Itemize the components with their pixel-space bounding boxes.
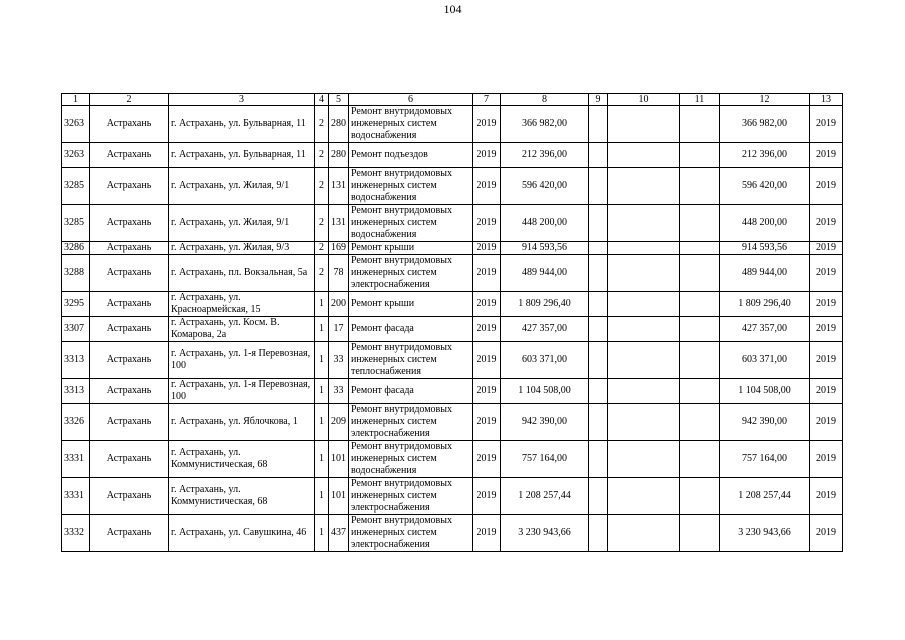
end-year-cell: 2019 (810, 292, 843, 317)
work-type-cell: Ремонт крыши (349, 292, 473, 317)
col11-cell (680, 515, 720, 552)
end-year-cell: 2019 (810, 478, 843, 515)
end-year-cell: 2019 (810, 317, 843, 342)
record-id-cell: 3285 (62, 168, 90, 205)
record-id-cell: 3285 (62, 205, 90, 242)
col5-cell: 280 (329, 143, 349, 168)
record-id-cell: 3332 (62, 515, 90, 552)
table-row (62, 255, 843, 292)
registry-table (61, 93, 843, 552)
col10-cell (608, 168, 680, 205)
table-row (62, 379, 843, 404)
year-cell: 2019 (473, 515, 501, 552)
work-type-cell: Ремонт внутридомовых инженерных систем электроснабжения (349, 255, 473, 292)
col11-cell (680, 342, 720, 379)
col10-cell (608, 292, 680, 317)
col4-cell: 1 (315, 342, 329, 379)
total-cost-cell: 603 371,00 (720, 342, 810, 379)
col9-cell (589, 168, 608, 205)
work-type-cell: Ремонт внутридомовых инженерных систем электроснабжения (349, 478, 473, 515)
municipality-cell: Астрахань (90, 441, 169, 478)
end-year-cell: 2019 (810, 106, 843, 143)
year-cell: 2019 (473, 317, 501, 342)
total-cost-cell: 212 396,00 (720, 143, 810, 168)
total-cost-cell: 448 200,00 (720, 205, 810, 242)
municipality-cell: Астрахань (90, 242, 169, 255)
address-cell: г. Астрахань, ул. Яблочкова, 1 (169, 404, 315, 441)
column-header: 12 (720, 94, 810, 106)
table-row (62, 292, 843, 317)
end-year-cell: 2019 (810, 404, 843, 441)
col10-cell (608, 255, 680, 292)
col4-cell: 2 (315, 168, 329, 205)
end-year-cell: 2019 (810, 515, 843, 552)
year-cell: 2019 (473, 143, 501, 168)
table-row (62, 515, 843, 552)
record-id-cell: 3313 (62, 342, 90, 379)
column-header: 1 (62, 94, 90, 106)
work-type-cell: Ремонт внутридомовых инженерных систем электроснабжения (349, 404, 473, 441)
table-row (62, 404, 843, 441)
col11-cell (680, 205, 720, 242)
col11-cell (680, 478, 720, 515)
cost-cell: 757 164,00 (501, 441, 589, 478)
municipality-cell: Астрахань (90, 478, 169, 515)
municipality-cell: Астрахань (90, 379, 169, 404)
work-type-cell: Ремонт фасада (349, 379, 473, 404)
col10-cell (608, 342, 680, 379)
col4-cell: 1 (315, 317, 329, 342)
address-cell: г. Астрахань, ул. Коммунистическая, 68 (169, 441, 315, 478)
col9-cell (589, 478, 608, 515)
cost-cell: 427 357,00 (501, 317, 589, 342)
col9-cell (589, 143, 608, 168)
col9-cell (589, 242, 608, 255)
column-header: 4 (315, 94, 329, 106)
total-cost-cell: 942 390,00 (720, 404, 810, 441)
col5-cell: 17 (329, 317, 349, 342)
table-row (62, 478, 843, 515)
col4-cell: 2 (315, 205, 329, 242)
column-header: 7 (473, 94, 501, 106)
record-id-cell: 3263 (62, 106, 90, 143)
column-header: 2 (90, 94, 169, 106)
col9-cell (589, 255, 608, 292)
col10-cell (608, 441, 680, 478)
cost-cell: 212 396,00 (501, 143, 589, 168)
col9-cell (589, 342, 608, 379)
municipality-cell: Астрахань (90, 404, 169, 441)
col4-cell: 1 (315, 379, 329, 404)
record-id-cell: 3288 (62, 255, 90, 292)
col5-cell: 209 (329, 404, 349, 441)
col5-cell: 280 (329, 106, 349, 143)
column-header: 13 (810, 94, 843, 106)
table-row (62, 441, 843, 478)
total-cost-cell: 1 208 257,44 (720, 478, 810, 515)
cost-cell: 1 809 296,40 (501, 292, 589, 317)
end-year-cell: 2019 (810, 168, 843, 205)
end-year-cell: 2019 (810, 379, 843, 404)
address-cell: г. Астрахань, ул. Косм. В. Комарова, 2а (169, 317, 315, 342)
col10-cell (608, 242, 680, 255)
header-row (62, 94, 843, 106)
total-cost-cell: 427 357,00 (720, 317, 810, 342)
municipality-cell: Астрахань (90, 317, 169, 342)
municipality-cell: Астрахань (90, 106, 169, 143)
total-cost-cell: 1 104 508,00 (720, 379, 810, 404)
table-row (62, 106, 843, 143)
col5-cell: 200 (329, 292, 349, 317)
record-id-cell: 3307 (62, 317, 90, 342)
column-header: 6 (349, 94, 473, 106)
year-cell: 2019 (473, 205, 501, 242)
municipality-cell: Астрахань (90, 292, 169, 317)
work-type-cell: Ремонт фасада (349, 317, 473, 342)
column-header: 3 (169, 94, 315, 106)
municipality-cell: Астрахань (90, 342, 169, 379)
cost-cell: 3 230 943,66 (501, 515, 589, 552)
col11-cell (680, 143, 720, 168)
address-cell: г. Астрахань, ул. Савушкина, 46 (169, 515, 315, 552)
column-header: 8 (501, 94, 589, 106)
col4-cell: 1 (315, 441, 329, 478)
table-row (62, 168, 843, 205)
col10-cell (608, 317, 680, 342)
address-cell: г. Астрахань, ул. Красноармейская, 15 (169, 292, 315, 317)
col5-cell: 33 (329, 379, 349, 404)
col9-cell (589, 404, 608, 441)
cost-cell: 1 208 257,44 (501, 478, 589, 515)
col11-cell (680, 441, 720, 478)
col11-cell (680, 292, 720, 317)
total-cost-cell: 489 944,00 (720, 255, 810, 292)
col11-cell (680, 106, 720, 143)
address-cell: г. Астрахань, ул. Бульварная, 11 (169, 143, 315, 168)
col10-cell (608, 515, 680, 552)
col5-cell: 131 (329, 205, 349, 242)
col9-cell (589, 515, 608, 552)
cost-cell: 596 420,00 (501, 168, 589, 205)
col9-cell (589, 379, 608, 404)
municipality-cell: Астрахань (90, 143, 169, 168)
end-year-cell: 2019 (810, 205, 843, 242)
col4-cell: 1 (315, 478, 329, 515)
col4-cell: 2 (315, 255, 329, 292)
col5-cell: 131 (329, 168, 349, 205)
col5-cell: 101 (329, 441, 349, 478)
total-cost-cell: 1 809 296,40 (720, 292, 810, 317)
col4-cell: 2 (315, 143, 329, 168)
work-type-cell: Ремонт внутридомовых инженерных систем водоснабжения (349, 168, 473, 205)
record-id-cell: 3286 (62, 242, 90, 255)
col5-cell: 78 (329, 255, 349, 292)
col9-cell (589, 106, 608, 143)
total-cost-cell: 596 420,00 (720, 168, 810, 205)
year-cell: 2019 (473, 478, 501, 515)
col9-cell (589, 205, 608, 242)
total-cost-cell: 3 230 943,66 (720, 515, 810, 552)
col10-cell (608, 106, 680, 143)
work-type-cell: Ремонт внутридомовых инженерных систем электроснабжения (349, 515, 473, 552)
record-id-cell: 3331 (62, 478, 90, 515)
year-cell: 2019 (473, 242, 501, 255)
address-cell: г. Астрахань, ул. Коммунистическая, 68 (169, 478, 315, 515)
year-cell: 2019 (473, 342, 501, 379)
cost-cell: 914 593,56 (501, 242, 589, 255)
col10-cell (608, 205, 680, 242)
end-year-cell: 2019 (810, 143, 843, 168)
work-type-cell: Ремонт внутридомовых инженерных систем теплоснабжения (349, 342, 473, 379)
year-cell: 2019 (473, 292, 501, 317)
col4-cell: 2 (315, 106, 329, 143)
col10-cell (608, 478, 680, 515)
address-cell: г. Астрахань, ул. Жилая, 9/3 (169, 242, 315, 255)
record-id-cell: 3313 (62, 379, 90, 404)
col11-cell (680, 317, 720, 342)
col11-cell (680, 379, 720, 404)
col11-cell (680, 404, 720, 441)
municipality-cell: Астрахань (90, 168, 169, 205)
col9-cell (589, 292, 608, 317)
table-row (62, 143, 843, 168)
cost-cell: 489 944,00 (501, 255, 589, 292)
col9-cell (589, 441, 608, 478)
col4-cell: 2 (315, 242, 329, 255)
record-id-cell: 3295 (62, 292, 90, 317)
column-header: 5 (329, 94, 349, 106)
year-cell: 2019 (473, 404, 501, 441)
municipality-cell: Астрахань (90, 515, 169, 552)
col5-cell: 33 (329, 342, 349, 379)
address-cell: г. Астрахань, ул. Жилая, 9/1 (169, 168, 315, 205)
municipality-cell: Астрахань (90, 205, 169, 242)
record-id-cell: 3326 (62, 404, 90, 441)
col10-cell (608, 379, 680, 404)
record-id-cell: 3263 (62, 143, 90, 168)
cost-cell: 603 371,00 (501, 342, 589, 379)
col9-cell (589, 317, 608, 342)
year-cell: 2019 (473, 106, 501, 143)
col5-cell: 101 (329, 478, 349, 515)
table-row (62, 317, 843, 342)
work-type-cell: Ремонт внутридомовых инженерных систем водоснабжения (349, 106, 473, 143)
address-cell: г. Астрахань, ул. 1-я Перевозная, 100 (169, 342, 315, 379)
cost-cell: 448 200,00 (501, 205, 589, 242)
col10-cell (608, 143, 680, 168)
total-cost-cell: 757 164,00 (720, 441, 810, 478)
col4-cell: 1 (315, 292, 329, 317)
work-type-cell: Ремонт внутридомовых инженерных систем водоснабжения (349, 205, 473, 242)
address-cell: г. Астрахань, ул. Жилая, 9/1 (169, 205, 315, 242)
column-header: 9 (589, 94, 608, 106)
year-cell: 2019 (473, 255, 501, 292)
record-id-cell: 3331 (62, 441, 90, 478)
table-row (62, 205, 843, 242)
col5-cell: 437 (329, 515, 349, 552)
municipality-cell: Астрахань (90, 255, 169, 292)
col11-cell (680, 168, 720, 205)
table-row (62, 342, 843, 379)
work-type-cell: Ремонт крыши (349, 242, 473, 255)
end-year-cell: 2019 (810, 342, 843, 379)
col11-cell (680, 255, 720, 292)
end-year-cell: 2019 (810, 242, 843, 255)
table-body (62, 106, 843, 552)
col11-cell (680, 242, 720, 255)
work-type-cell: Ремонт внутридомовых инженерных систем водоснабжения (349, 441, 473, 478)
column-header: 11 (680, 94, 720, 106)
end-year-cell: 2019 (810, 255, 843, 292)
address-cell: г. Астрахань, ул. Бульварная, 11 (169, 106, 315, 143)
cost-cell: 366 982,00 (501, 106, 589, 143)
work-type-cell: Ремонт подъездов (349, 143, 473, 168)
cost-cell: 1 104 508,00 (501, 379, 589, 404)
address-cell: г. Астрахань, ул. 1-я Перевозная, 100 (169, 379, 315, 404)
cost-cell: 942 390,00 (501, 404, 589, 441)
col4-cell: 1 (315, 515, 329, 552)
column-header: 10 (608, 94, 680, 106)
year-cell: 2019 (473, 168, 501, 205)
col5-cell: 169 (329, 242, 349, 255)
year-cell: 2019 (473, 379, 501, 404)
col4-cell: 1 (315, 404, 329, 441)
page-number: 104 (443, 2, 462, 16)
total-cost-cell: 914 593,56 (720, 242, 810, 255)
total-cost-cell: 366 982,00 (720, 106, 810, 143)
col10-cell (608, 404, 680, 441)
end-year-cell: 2019 (810, 441, 843, 478)
address-cell: г. Астрахань, пл. Вокзальная, 5а (169, 255, 315, 292)
table-row (62, 242, 843, 255)
year-cell: 2019 (473, 441, 501, 478)
